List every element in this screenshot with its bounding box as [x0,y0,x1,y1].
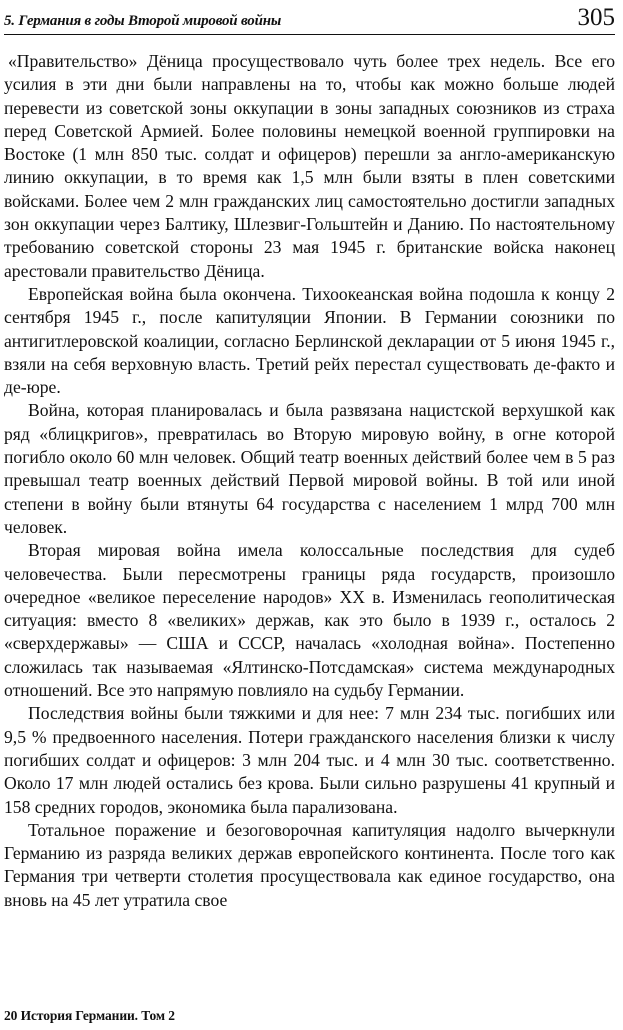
paragraph: Последствия войны были тяжкими и для нее: 7 млн 234 тыс. погибших или 9,5 % предвоенного населения. Потери гражданского населения близки к числу погибших солдат и офицеров: 3 млн 204 тыс. и 4 млн 30 тыс. соответственно. Около 17 млн людей остались без крова. Были сильно разрушены 41 крупный и 158 средних городов, экономика была парализована. [4,703,615,817]
paragraph: Тотальное поражение и безоговорочная капитуляция надолго вычеркнули Германию из разряда великих держав европейского континента. После того как Германия три четверти столетия просуществовала как единое государство, она вновь на 45 лет утратила свое [4,819,615,910]
printer-signature: 20 История Германии. Том 2 [4,1008,175,1023]
running-title: 5. Германия в годы Второй мировой войны [4,13,282,29]
running-header [4,4,615,35]
paragraph: «Правительство» Дёница просуществовало чуть более трех недель. Все его усилия в эти дни были направлены на то, чтобы как можно больше людей перевести из советской зоны оккупации в зоны западных союзников из страха перед Советской Армией. Более половины немецкой военной группировки на Востоке (1 млн 850 тыс. солдат и офицеров) перешли за англо-американскую линию оккупации, в то время как 1,5 млн были взяты в плен советскими войсками. Более чем 2 млн гражданских лиц самостоятельно достигли западных зон оккупации через Балтику, Шлезвиг-Гольштейн и Данию. По настоятельному требованию советской стороны 23 мая 1945 г. британские войска наконец арестовали правительство Дёница. [4,51,615,281]
body-text [4,50,615,912]
paragraph: Европейская война была окончена. Тихоокеанская война подошла к концу 2 сентября 1945 г., после капитуляции Японии. В Германии союзники по антигитлеровской коалиции, согласно Берлинской декларации от 5 июня 1945 г., взяли на себя верховную власть. Третий рейх перестал существовать де-факто и де-юре. [4,283,615,398]
paragraph: Война, которая планировалась и была развязана нацистской верхушкой как ряд «блицкригов», превратилась во Вторую мировую войну, в огне которой погибло около 60 млн человек. Общий театр военных действий более чем в 5 раз превышал театр военных действий Первой мировой войны. В той или иной степени в войну были втянуты 64 государства с населением 1 млрд 700 млн человек. [4,400,615,537]
page-number: 305 [577,4,615,31]
paragraph: Вторая мировая война имела колоссальные последствия для судеб человечества. Были пересмотрены границы ряда государств, произошло очередное «великое переселение народов» XX в. Изменилась геополитическая ситуация: вместо 8 «великих» держав, как это было в 1939 г., осталось 2 «сверхдержавы» — США и СССР, началась «холодная война». Постепенно сложилась так называемая «Ялтинско-Потсдамская» система международных отношений. Все это напрямую повлияло на судьбу Германии. [4,540,615,701]
